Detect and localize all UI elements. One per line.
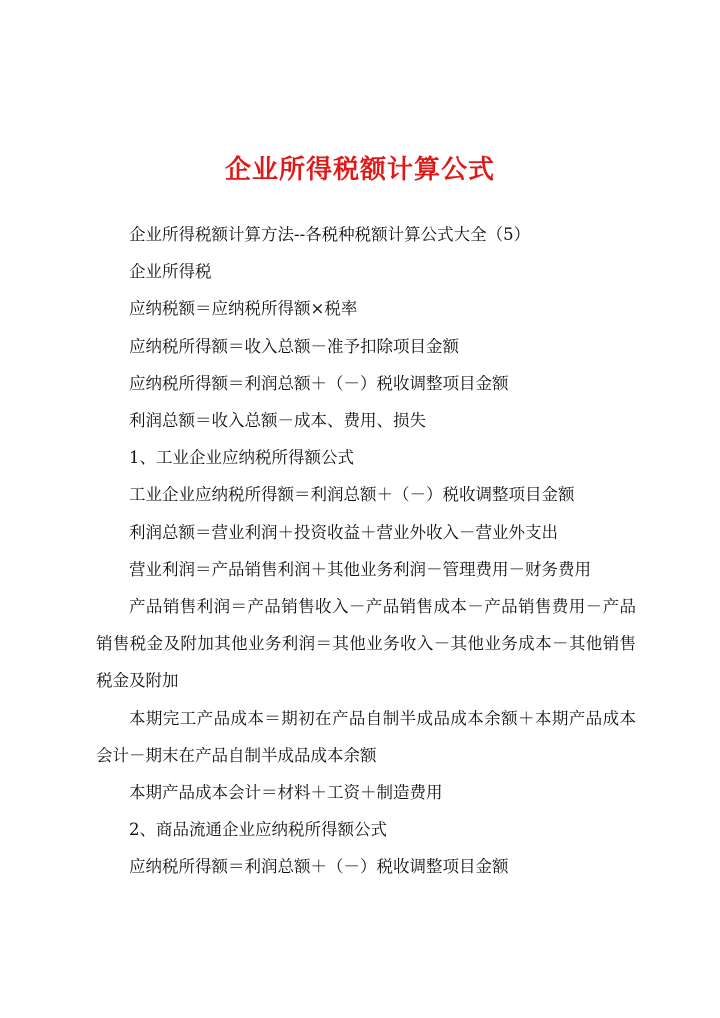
paragraph: 营业利润＝产品销售利润＋其他业务利润－管理费用－财务费用 — [129, 559, 591, 579]
paragraph: 利润总额＝营业利润＋投资收益＋营业外收入－营业外支出 — [129, 522, 558, 542]
paragraph: 1、工业企业应纳税所得额公式 — [129, 448, 354, 468]
paragraph: 应纳税所得额＝收入总额－准予扣除项目金额 — [129, 336, 459, 356]
paragraph: 应纳税所得额＝利润总额＋（－）税收调整项目金额 — [129, 373, 509, 393]
paragraph: 应纳税所得额＝利润总额＋（－）税收调整项目金额 — [129, 857, 509, 877]
paragraph: 本期产品成本会计＝材料＋工资＋制造费用 — [129, 783, 443, 803]
paragraph: 工业企业应纳税所得额＝利润总额＋（－）税收调整项目金额 — [129, 485, 575, 505]
document-title: 企业所得税额计算公式 — [224, 155, 495, 185]
paragraph: 企业所得税 — [129, 262, 212, 282]
paragraph: 利润总额＝收入总额－成本、费用、损失 — [129, 411, 426, 431]
document-body — [96, 216, 636, 886]
paragraph: 本期完工产品成本＝期初在产品自制半成品成本余额＋本期产品成本会计－期末在产品自制半成品成本余额 — [96, 708, 636, 765]
paragraph: 2、商品流通企业应纳税所得额公式 — [129, 820, 387, 840]
paragraph: 产品销售利润＝产品销售收入－产品销售成本－产品销售费用－产品销售税金及附加其他业务利润＝其他业务收入－其他业务成本－其他销售税金及附加 — [96, 597, 636, 691]
paragraph: 企业所得税额计算方法--各税种税额计算公式大全（5） — [129, 225, 531, 244]
paragraph: 应纳税额＝应纳税所得额×税率 — [129, 299, 358, 319]
